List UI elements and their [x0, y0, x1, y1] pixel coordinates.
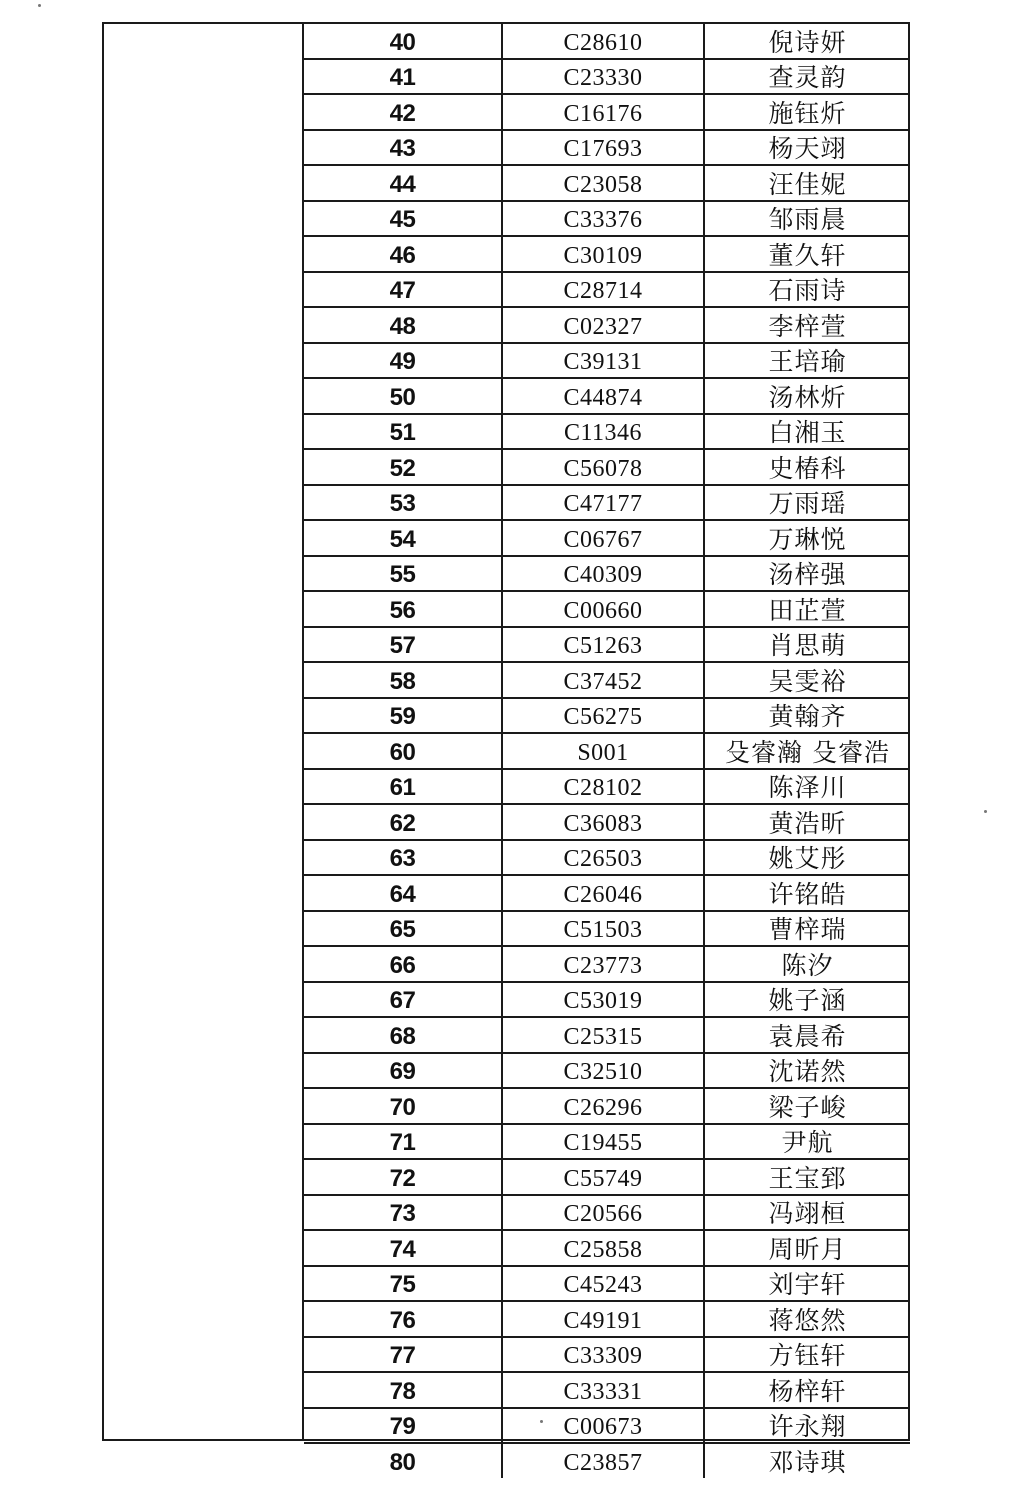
table-row	[304, 769, 910, 805]
row-code: C47177	[502, 485, 704, 521]
row-code: C45243	[502, 1266, 704, 1302]
row-code: C56275	[502, 698, 704, 734]
table-row	[304, 1195, 910, 1231]
table-row	[304, 840, 910, 876]
row-name: 倪诗妍	[704, 24, 910, 59]
table-row	[304, 591, 910, 627]
row-number: 71	[304, 1124, 502, 1160]
row-code: C39131	[502, 343, 704, 379]
row-name: 汤梓强	[704, 556, 910, 592]
table-row	[304, 24, 910, 59]
row-name: 杨梓轩	[704, 1372, 910, 1408]
row-number: 48	[304, 307, 502, 343]
table-row	[304, 804, 910, 840]
row-number: 55	[304, 556, 502, 592]
table-row	[304, 982, 910, 1018]
row-name: 陈泽川	[704, 769, 910, 805]
row-name: 冯翊桓	[704, 1195, 910, 1231]
table-row	[304, 449, 910, 485]
row-number: 60	[304, 733, 502, 769]
row-name: 杨天翊	[704, 130, 910, 166]
row-number: 79	[304, 1408, 502, 1444]
row-name: 汪佳妮	[704, 165, 910, 201]
row-number: 47	[304, 272, 502, 308]
table-row	[304, 911, 910, 947]
row-code: C25315	[502, 1017, 704, 1053]
row-code: C17693	[502, 130, 704, 166]
row-code: C23330	[502, 59, 704, 95]
row-number: 41	[304, 59, 502, 95]
row-number: 61	[304, 769, 502, 805]
row-name: 万琳悦	[704, 520, 910, 556]
table-row	[304, 698, 910, 734]
table-row	[304, 1159, 910, 1195]
row-code: C23773	[502, 946, 704, 982]
row-number: 78	[304, 1372, 502, 1408]
merged-category-cell	[104, 24, 304, 1439]
row-name: 史椿科	[704, 449, 910, 485]
table-row	[304, 236, 910, 272]
row-number: 53	[304, 485, 502, 521]
row-code: C40309	[502, 556, 704, 592]
row-name: 董久轩	[704, 236, 910, 272]
table-row	[304, 733, 910, 769]
row-number: 51	[304, 414, 502, 450]
row-name: 殳睿瀚 殳睿浩	[704, 733, 910, 769]
row-code: C37452	[502, 662, 704, 698]
table-row	[304, 130, 910, 166]
table-row	[304, 556, 910, 592]
row-code: C51263	[502, 627, 704, 663]
row-name: 黄浩昕	[704, 804, 910, 840]
row-number: 65	[304, 911, 502, 947]
row-code: C55749	[502, 1159, 704, 1195]
row-name: 王培瑜	[704, 343, 910, 379]
row-code: C19455	[502, 1124, 704, 1160]
table-row	[304, 307, 910, 343]
row-name: 刘宇轩	[704, 1266, 910, 1302]
table-row	[304, 485, 910, 521]
row-code: C56078	[502, 449, 704, 485]
roster-body	[304, 24, 910, 1478]
row-name: 陈汐	[704, 946, 910, 982]
row-name: 尹航	[704, 1124, 910, 1160]
row-name: 邓诗琪	[704, 1443, 910, 1478]
row-code: C32510	[502, 1053, 704, 1089]
row-number: 74	[304, 1230, 502, 1266]
row-number: 42	[304, 94, 502, 130]
row-number: 68	[304, 1017, 502, 1053]
table-row	[304, 1443, 910, 1478]
row-number: 67	[304, 982, 502, 1018]
row-code: C23058	[502, 165, 704, 201]
row-name: 肖思萌	[704, 627, 910, 663]
table-row	[304, 1337, 910, 1373]
row-code: C00673	[502, 1408, 704, 1444]
row-code: C06767	[502, 520, 704, 556]
row-code: C44874	[502, 378, 704, 414]
table-row	[304, 1301, 910, 1337]
row-name: 查灵韵	[704, 59, 910, 95]
row-number: 80	[389, 1448, 416, 1476]
row-name: 周昕月	[704, 1230, 910, 1266]
row-number: 73	[304, 1195, 502, 1231]
row-number: 76	[304, 1301, 502, 1337]
row-number: 40	[304, 24, 502, 59]
table-row	[304, 1372, 910, 1408]
row-name: 万雨瑶	[704, 485, 910, 521]
row-code: C33309	[502, 1337, 704, 1373]
table-row	[304, 662, 910, 698]
row-number: 49	[304, 343, 502, 379]
row-code: C16176	[502, 94, 704, 130]
row-name: 王宝郅	[704, 1159, 910, 1195]
table-row	[304, 272, 910, 308]
row-code: C00660	[502, 591, 704, 627]
roster-table	[304, 24, 910, 1478]
table-row	[304, 520, 910, 556]
row-code: C28610	[502, 24, 704, 59]
row-name: 李梓萱	[704, 307, 910, 343]
row-name: 姚艾彤	[704, 840, 910, 876]
row-name: 袁晨希	[704, 1017, 910, 1053]
row-number: 64	[304, 875, 502, 911]
row-code: C02327	[502, 307, 704, 343]
row-name: 邹雨晨	[704, 201, 910, 237]
row-name: 蒋悠然	[704, 1301, 910, 1337]
row-number: 59	[304, 698, 502, 734]
row-code: C11346	[502, 414, 704, 450]
row-code: C28714	[502, 272, 704, 308]
table-row	[304, 378, 910, 414]
row-name: 施钰炘	[704, 94, 910, 130]
row-name: 许铭皓	[704, 875, 910, 911]
row-number: 77	[304, 1337, 502, 1373]
table-row	[304, 627, 910, 663]
row-name: 沈诺然	[704, 1053, 910, 1089]
row-code: C25858	[502, 1230, 704, 1266]
table-row	[304, 1124, 910, 1160]
table-row	[304, 1266, 910, 1302]
row-number: 63	[304, 840, 502, 876]
table-row	[304, 94, 910, 130]
row-name: 白湘玉	[704, 414, 910, 450]
table-row	[304, 946, 910, 982]
row-code: C26503	[502, 840, 704, 876]
table-row	[304, 875, 910, 911]
row-number: 69	[304, 1053, 502, 1089]
row-code: C36083	[502, 804, 704, 840]
table-row	[304, 165, 910, 201]
row-number: 62	[304, 804, 502, 840]
row-number: 56	[304, 591, 502, 627]
roster-sheet	[102, 22, 910, 1477]
row-number: 75	[304, 1266, 502, 1302]
table-row	[304, 1017, 910, 1053]
row-name: 姚子涵	[704, 982, 910, 1018]
row-code: C20566	[502, 1195, 704, 1231]
table-row	[304, 414, 910, 450]
row-number: 70	[304, 1088, 502, 1124]
row-code: C33331	[502, 1372, 704, 1408]
row-code: C30109	[502, 236, 704, 272]
row-code: C33376	[502, 201, 704, 237]
row-number: 72	[304, 1159, 502, 1195]
row-name: 黄翰齐	[704, 698, 910, 734]
row-number: 57	[304, 627, 502, 663]
row-number: 54	[304, 520, 502, 556]
row-number: 45	[304, 201, 502, 237]
row-code: S001	[502, 733, 704, 769]
scan-speck	[38, 4, 41, 7]
table-row	[304, 201, 910, 237]
row-name: 方钰轩	[704, 1337, 910, 1373]
row-number: 58	[304, 662, 502, 698]
row-code: C51503	[502, 911, 704, 947]
row-name: 许永翔	[704, 1408, 910, 1444]
row-code: C49191	[502, 1301, 704, 1337]
row-number: 50	[304, 378, 502, 414]
row-name: 梁子峻	[704, 1088, 910, 1124]
row-number: 44	[304, 165, 502, 201]
table-row	[304, 1408, 910, 1444]
row-code: C53019	[502, 982, 704, 1018]
row-number: 52	[304, 449, 502, 485]
row-number: 46	[304, 236, 502, 272]
table-row	[304, 59, 910, 95]
row-name: 吴雯裕	[704, 662, 910, 698]
table-row	[304, 1088, 910, 1124]
scan-speck	[984, 810, 987, 813]
scan-speck	[540, 1420, 543, 1423]
row-name: 田芷萱	[704, 591, 910, 627]
table-row	[304, 343, 910, 379]
row-name: 石雨诗	[704, 272, 910, 308]
row-code: C26296	[502, 1088, 704, 1124]
row-code: C26046	[502, 875, 704, 911]
row-name: 曹梓瑞	[704, 911, 910, 947]
row-name: 汤林炘	[704, 378, 910, 414]
table-row	[304, 1230, 910, 1266]
row-number: 43	[304, 130, 502, 166]
row-code: C28102	[502, 769, 704, 805]
table-row	[304, 1053, 910, 1089]
row-number: 66	[304, 946, 502, 982]
row-code: C23857	[502, 1443, 704, 1478]
